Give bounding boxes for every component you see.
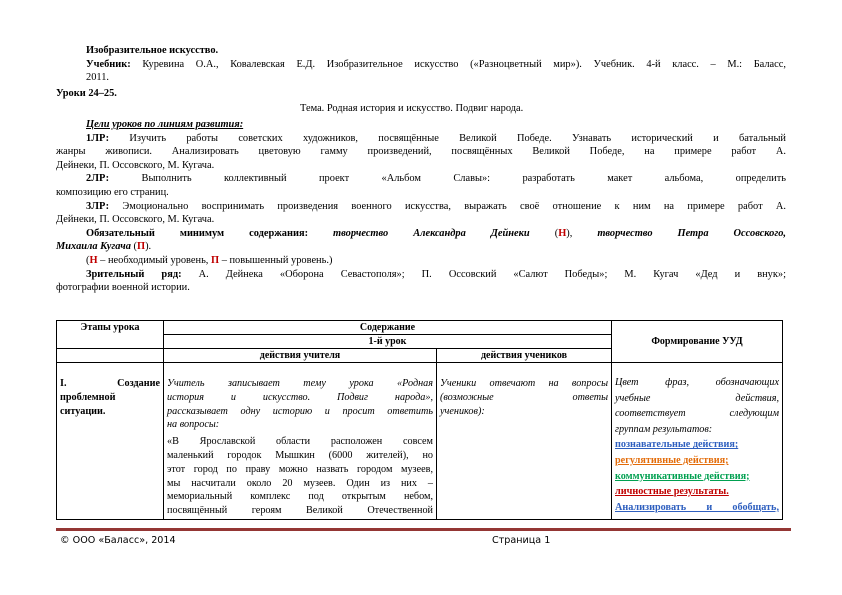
textbook-line [86,58,786,72]
subject-title: Изобразительное искусство. [86,45,219,56]
textbook-year: 2011. [86,72,109,84]
col-content-header: Содержание [164,321,612,335]
goal-lr1-label: 1ЛР: [86,132,110,144]
visual-label: Зрительный ряд: [86,268,182,280]
textbook-text: Куревина О.А., Ковалевская Е.Д. Изобразительное искусство («Разноцветный мир»). Учебник. 4-й класс. – М.: Баласс, [130,58,786,70]
col-teacher-header: действия учителя [164,349,437,363]
footer-rule [56,528,791,531]
uud-communicative: коммуникативные действия; [615,470,750,482]
col-students-header: действия учеников [437,349,612,363]
topic-title: Тема. Родная история и искусство. Подвиг народа. [300,103,524,114]
goal-lr3-label: 3ЛР: [86,200,110,212]
uud-cognitive: познавательные действия; [615,439,739,451]
goal-lr2: 2ЛР: Выполнить коллективный проект «Альбом Славы»: разработать макет альбома, определить [86,173,786,185]
uud-analyze: Анализировать и обобщать, [615,501,779,513]
minimum-content-cont: Михаила Кугача (П). [56,241,152,253]
goal-lr2-label: 2ЛР: [86,173,110,185]
visual-series: Зрительный ряд: А. Дейнека «Оборона Севастополя»; П. Оссовский «Салют Победы»; М. Кугач «Дед и внук»; [86,268,787,280]
stage-header-spacer [57,349,164,363]
col-uud-header: Формирование УУД [612,321,783,363]
uud-cell: Цвет фраз, обозначающих учебные действия, соответствует следующим группам результатов: познавательные действия; регулятивные действия; коммуникативные действия; личностные результаты. Анализировать и обобщать, [612,363,783,520]
goal-lr3: 3ЛР: Эмоционально воспринимать произведения военного искусства, выражать своё отношение к ним на примере работ А. [86,200,786,212]
document-header [86,44,786,85]
minimum-label: Обязательный минимум содержания: [86,227,309,239]
student-actions-cell: Ученики отвечают на вопросы (возможные ответы учеников): [437,363,612,520]
level-n-badge: Н [558,227,567,239]
goal-lr1-end: Дейнеки, П. Оссовского, М. Кугача. [56,159,215,171]
col-stage-header: Этапы урока [57,321,164,349]
textbook-label: Учебник: [86,58,131,70]
lessons-label: Уроки 24–25. [56,88,117,99]
goal-lr2-end: композицию его страниц. [56,186,169,198]
teacher-actions-cell: Учитель записывает тему урока «Родная история и искусство. Подвиг народа», рассказывает одну историю и просит ответить на вопросы: «В Ярославской области расположен совсем маленький городок Мышкин (6000 жителей), но этот город по праву можно назвать городом музеев, мы насчитали около 20 музеев. Один из них – мемориальный комплекс под открытым небом, посвящённый героям Великой Отечественной [164,363,437,520]
visual-series-end: фотографии военной истории. [56,282,190,294]
goal-lr3-end: Дейнеки, П. Оссовского, М. Кугача. [56,214,215,226]
footer-page-number: Страница 1 [492,535,551,546]
goals-heading: Цели уроков по линиям развития: [86,119,244,130]
uud-regulatory: регулятивные действия; [615,454,729,466]
goal-lr1: 1ЛР: Изучить работы советских художников, посвящённые Великой Победе. Узнавать исторический и батальный [86,132,786,144]
uud-personal: личностные результаты. [615,486,729,498]
col-lesson-header: 1-й урок [164,335,612,349]
level-p-badge: П [137,241,146,253]
goals-section [56,118,786,295]
footer-copyright: © ООО «Баласс», 2014 [60,535,176,546]
stage-title: I. Создание [60,378,160,389]
level-legend: (Н – необходимый уровень, П – повышенный уровень.) [86,254,333,266]
stage-cell: I. Создание проблемной ситуации. [57,363,164,520]
lesson-table [56,320,783,520]
minimum-content: Обязательный минимум содержания: творчество Александра Дейнеки (Н), творчество Петра Оссовского, [86,227,786,239]
goal-lr1-cont: жанры живописи. Анализировать цветовую гамму произведений, посвящённых Великой Победе, на примере работ А. [56,146,786,158]
